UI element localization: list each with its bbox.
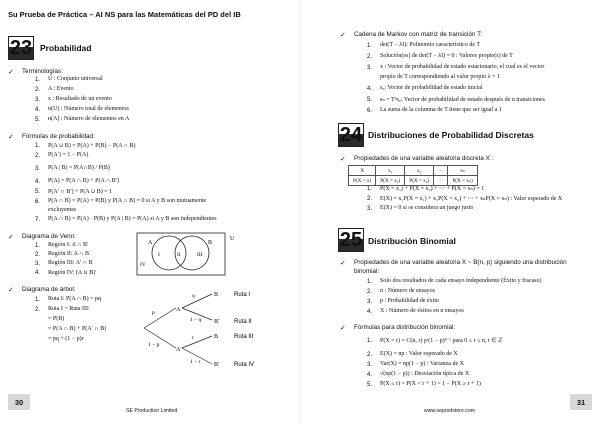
venn-region: Región II: A ∩ B (48, 251, 90, 257)
formula-item: P(A′ ∩ B′) + P(A ∪ B) = 1 (48, 189, 113, 195)
formula-item: P(A ∩ B) = P(A) = P(B) y P(A ∩ B) = 0 si A y B son mutuamente (48, 198, 207, 204)
venn-diagram (136, 232, 236, 278)
s25-item: X : Número de éxitos en n ensayos (380, 308, 464, 314)
list-number: 4. (367, 308, 373, 315)
s25-formula: Var(X) = np(1 − p) : Varianza de X (380, 361, 464, 367)
section-25-number: 25 (339, 228, 363, 251)
s24-props-label: Propiedades de una variable aleatoria discreta X : (354, 155, 494, 162)
table-cell: ⋯ (434, 166, 448, 176)
list-number: 4. (367, 371, 373, 378)
list-number: 5. (35, 116, 41, 123)
venn-u-label: U (230, 236, 235, 242)
section-24-badge (338, 123, 364, 147)
tree-route-3: Ruta III (234, 334, 254, 340)
list-number: 1. (367, 278, 373, 285)
tree-line: = pq + (1 − p)r (48, 336, 84, 342)
table-cell: ⋯ (434, 176, 448, 186)
section-24-title: Distribuciones de Probabilidad Discretas (368, 130, 534, 140)
markov-item: det(T − λI): Polinomio característico de T (380, 42, 481, 48)
tree-line: = P(A ∩ B) + P(A′ ∩ B) (48, 326, 107, 332)
venn-ii-label: II (177, 252, 181, 258)
distribution-table (348, 165, 478, 186)
right-page (300, 0, 600, 424)
check-icon: ✓ (340, 156, 346, 163)
table-cell: P(X = x₂) (405, 176, 434, 186)
markov-item: x : Vector de probabilidad de estado estacionario, el cual es el vector (380, 64, 545, 70)
venn-i-label: I (158, 252, 160, 258)
section-25-badge (338, 228, 364, 252)
table-cell: P(X = x) (349, 176, 376, 186)
table-cell: X (349, 166, 376, 176)
list-number: 1. (35, 76, 41, 83)
tree-line: Ruta I + Ruta III: (48, 306, 90, 312)
venn-label: Diagrama de Venn: (22, 233, 76, 240)
tree-label: Diagrama de árbol: (22, 286, 76, 293)
s25-formula: P(X ≤ r) = P(X < r + 1) = 1 − P(X ≥ r + 1) (380, 381, 481, 387)
s24-item: E(X) = 0 si se considera un juego justo (380, 205, 474, 211)
list-number: 3. (367, 298, 373, 305)
list-number: 2. (367, 288, 373, 295)
table-cell: xₙ (448, 166, 477, 176)
list-number: 3. (35, 260, 41, 267)
list-number: 3. (35, 96, 41, 103)
formula-item: P(A ∪ B) = P(A) + P(B) − P(A ∩ B) (48, 143, 136, 149)
table-row (349, 166, 478, 176)
list-number: 4. (35, 106, 41, 113)
section-24-number: 24 (339, 123, 363, 146)
list-number: 7. (35, 216, 41, 223)
markov-item: s₀: Vector de probabilidad de estado inicial (380, 85, 483, 91)
s25-formula: E(X) = np : Valor esperado de X (380, 351, 458, 357)
list-number: 1. (367, 42, 373, 49)
list-number: 2. (35, 152, 41, 159)
list-number: 2. (367, 195, 373, 202)
list-number: 6. (367, 107, 373, 114)
list-number: 3. (35, 165, 41, 172)
markov-item: La suma de la columna de T tiene que ser igual a 1 (380, 107, 502, 113)
markov-item: propio de T correspondiendo al valor propio λ = 1 (380, 74, 500, 80)
footer-right-text: www.seprodstore.com (424, 408, 476, 414)
list-number: 5. (367, 96, 373, 103)
tree-line: Ruta I: P(A ∩ B) = pq (48, 296, 102, 302)
list-number: 1. (35, 296, 41, 303)
tree-a-node: A (176, 307, 181, 313)
venn-b-label: B (208, 240, 213, 246)
tree-r-label: r (192, 335, 194, 341)
tree-route-4: Ruta IV (234, 362, 255, 368)
venn-region: Región I: A ∩ B′ (48, 242, 89, 248)
section-23-title: Probabilidad (40, 43, 92, 53)
footer-left-text: SE Production Limited (126, 408, 178, 414)
section-25-title: Distribución Binomial (368, 236, 456, 246)
list-number: 2. (35, 86, 41, 93)
tree-b-node: B (214, 292, 219, 298)
check-icon: ✓ (340, 260, 346, 267)
tree-route-1: Ruta I (234, 292, 251, 298)
formula-item: P(A | B) = P(A∩B) / P(B) (48, 165, 110, 171)
list-number: 1. (367, 185, 373, 192)
tree-b-node: B (214, 334, 219, 340)
term-item: A : Evento (48, 86, 74, 92)
term-item: U : Conjunto universal (48, 76, 103, 82)
formula-item: P(A ∩ B) = P(A) · P(B) y P(A | B) = P(A) si A y B son independientes (48, 216, 217, 222)
list-number: 1. (35, 242, 41, 249)
check-icon: ✓ (8, 69, 14, 76)
s25-formulas-label: Fórmulas para distribución binomial: (354, 324, 456, 331)
markov-label: Cadena de Markov con matriz de transición T: (354, 31, 482, 38)
tree-1-q-label: 1 − q (190, 317, 202, 323)
s25-props-label: Propiedades de una variable aleatoria X ~ B(n, p) siguiendo una distribución (354, 259, 567, 266)
list-number: 1. (367, 337, 373, 344)
list-number: 4. (35, 269, 41, 276)
check-icon: ✓ (8, 287, 14, 294)
tree-b-prime-node: B′ (214, 362, 220, 368)
venn-region: Región IV: (A ∪ B)′ (48, 270, 97, 276)
page-header: Su Prueba de Práctica – AI NS para las Matemáticas del PD del IB (8, 10, 241, 19)
check-icon: ✓ (8, 134, 14, 141)
s24-item: E(X) = x₁P(X = x₁) + x₂P(X = x₂) + ⋯ + xₙP(X = xₙ) : Valor esperado de X (380, 196, 563, 202)
formula-item: P(A′) = 1 − P(A) (48, 152, 89, 158)
tree-q-label: q (192, 293, 195, 299)
s25-item: p : Probabilidad de éxito (380, 298, 439, 304)
tree-diagram (140, 284, 270, 376)
list-number: 3. (367, 361, 373, 368)
tree-1-r-label: 1 − r (190, 359, 201, 365)
list-number: 6. (35, 198, 41, 205)
tree-p-label: p (152, 310, 155, 316)
tree-a-prime-node: A′ (176, 347, 182, 353)
list-number: 2. (367, 351, 373, 358)
table-cell: P(X = xₙ) (448, 176, 477, 186)
table-cell: P(X = x₁) (376, 176, 405, 186)
table-cell: x₂ (405, 166, 434, 176)
formula-item: excluyentes (48, 207, 77, 213)
s24-item: P(X = x₁) + P(X = x₂) + ⋯ + P(X = xₙ) = 1 (380, 186, 485, 192)
s25-item: n : Número de ensayos (380, 288, 435, 294)
s25-props-label-cont: binomial: (354, 268, 380, 275)
page-number-right: 31 (570, 394, 592, 410)
tree-route-2: Ruta II (234, 319, 252, 325)
markov-item: Solución(es) de det(T − λI) = 0 : Valores propio(s) de T (380, 53, 513, 59)
list-number: 5. (367, 381, 373, 388)
page-number-left: 30 (8, 394, 30, 410)
check-icon: ✓ (8, 234, 14, 241)
check-icon: ✓ (340, 32, 346, 39)
tree-line: = P(B) (48, 316, 65, 322)
section-23-badge (8, 36, 34, 60)
venn-iii-label: III (197, 252, 203, 258)
list-number: 3. (367, 205, 373, 212)
section-23-number: 23 (9, 36, 33, 59)
venn-region: Región III: A′ ∩ B (48, 260, 93, 266)
table-cell: x₁ (376, 166, 405, 176)
list-number: 2. (35, 251, 41, 258)
term-item: n(U) : Número total de elementos (48, 106, 129, 112)
terms-label: Terminologías: (22, 68, 63, 75)
term-item: x : Resultado de un evento (48, 96, 112, 102)
list-number: 2. (367, 53, 373, 60)
list-number: 4. (367, 85, 373, 92)
venn-a-label: A (148, 240, 153, 246)
venn-iv-label: IV (140, 262, 146, 268)
s25-item: Solo dos resultados de cada ensayo independiente (Éxito y fracaso) (380, 278, 542, 284)
term-item: n(A) : Número de elementos en A (48, 116, 130, 122)
list-number: 3. (367, 64, 373, 71)
formula-item: P(A) = P(A ∩ B) + P(A ∩ B′) (48, 178, 120, 184)
s25-formula: √(np(1 − p)) : Desviación típica de X (380, 371, 470, 377)
table-row (349, 176, 478, 186)
formulas-label: Fórmulas de probabilidad: (22, 133, 95, 140)
markov-item: sₙ = Tⁿs₀: Vector de probabilidad de estado después de n transiciones (380, 97, 545, 103)
list-number: 2. (35, 306, 41, 313)
s25-formula: P(X = r) = C(n, r) pʳ(1 − p)ⁿ⁻ʳ para 0 ≤ r ≤ n, r ∈ ℤ (380, 338, 503, 344)
list-number: 4. (35, 178, 41, 185)
tree-b-prime-node: B′ (214, 319, 220, 325)
tree-1-p-label: 1 − p (148, 342, 160, 348)
list-number: 1. (35, 142, 41, 149)
list-number: 5. (35, 188, 41, 195)
check-icon: ✓ (340, 325, 346, 332)
